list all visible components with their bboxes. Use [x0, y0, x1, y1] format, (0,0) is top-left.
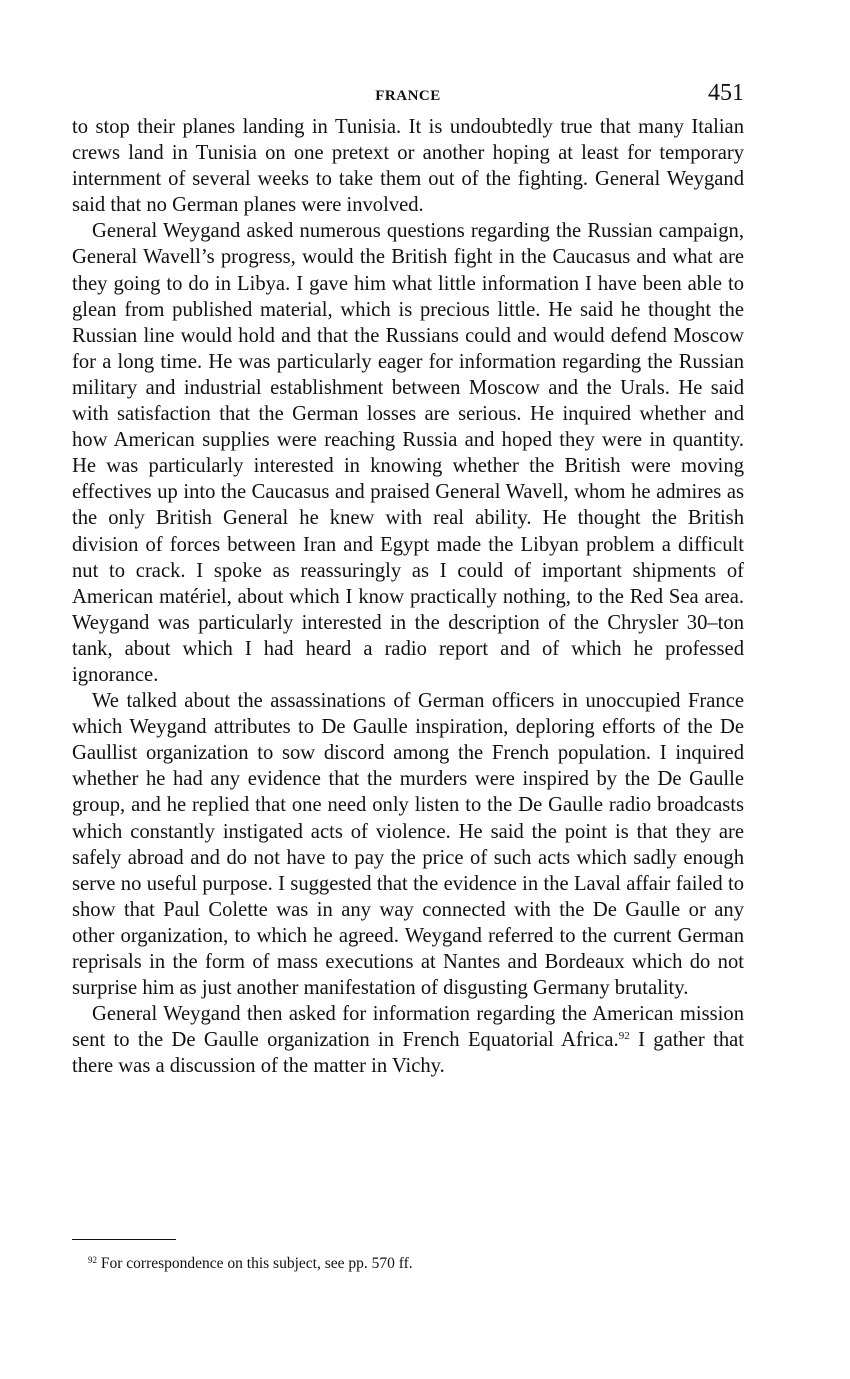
page-number: 451: [708, 80, 744, 106]
running-title: FRANCE: [375, 88, 441, 104]
footnote-reference[interactable]: 92: [618, 1030, 630, 1043]
footnote-divider: [72, 1239, 176, 1240]
paragraph-4: [72, 1001, 744, 1079]
page-content: [72, 80, 744, 1079]
running-head: [72, 80, 744, 114]
paragraph-2: General Weygand asked numerous questions regarding the Russian campaign, General Wavell’s progress, would the British fight in the Caucasus and what are they going to do in Libya. I gave him what little information I have been able to glean from published material, which is precious little. He said he thought the Russian line would hold and that the Russians could and would defend Moscow for a long time. He was particularly eager for information regarding the Russian military and industrial establishment between Moscow and the Urals. He said with satisfaction that the German losses are serious. He inquired whether and how American supplies were reaching Russia and hoped they were in quantity. He was particularly interested in knowing whether the British were moving effectives up into the Caucasus and praised General Wavell, whom he admires as the only British General he knew with real ability. He thought the British division of forces between Iran and Egypt made the Libyan problem a difficult nut to crack. I spoke as reassuringly as I could of important shipments of American matériel, about which I know practically nothing, to the Red Sea area. Weygand was particularly interested in the description of the Chrysler 30–ton tank, about which I had heard a radio report and of which he professed ignorance.: [72, 220, 744, 686]
paragraph-3: We talked about the assassinations of German officers in unoccupied France which Weygand attributes to De Gaulle inspiration, deploring efforts of the De Gaullist organization to sow discord among the French population. I inquired whether he had any evidence that the murders were inspired by the De Gaulle group, and he replied that one need only listen to the De Gaulle radio broadcasts which constantly instigated acts of violence. He said the point is that they are safely abroad and do not have to pay the price of such acts which sadly enough serve no useful purpose. I suggested that the evidence in the Laval affair failed to show that Paul Colette was in any way connected with the De Gaulle or any other organization, to which he agreed. Weygand referred to the current German reprisals in the form of mass executions at Nantes and Bordeaux which do not surprise him as just another manifestation of disgusting Germany brutality.: [72, 690, 744, 1000]
footnote: [88, 1254, 744, 1274]
paragraph-1: to stop their planes landing in Tunisia. It is undoubtedly true that many Italian crews land in Tunisia on one pretext or another hoping at least for temporary internment of several weeks to take them out of the fighting. General Weygand said that no German planes were involved.: [72, 116, 744, 217]
paragraph-4-text-after: I gather that there was a discussion of the matter in Vichy.: [72, 1029, 744, 1078]
body-text: [72, 114, 744, 1079]
footnote-marker: 92: [88, 1255, 97, 1265]
paragraph-4-text-before: General Weygand then asked for information regarding the American mission sent to the De Gaulle organization in French Equatorial Africa.: [72, 1003, 744, 1052]
footnote-text: For correspondence on this subject, see pp. 570 ff.: [97, 1255, 413, 1272]
